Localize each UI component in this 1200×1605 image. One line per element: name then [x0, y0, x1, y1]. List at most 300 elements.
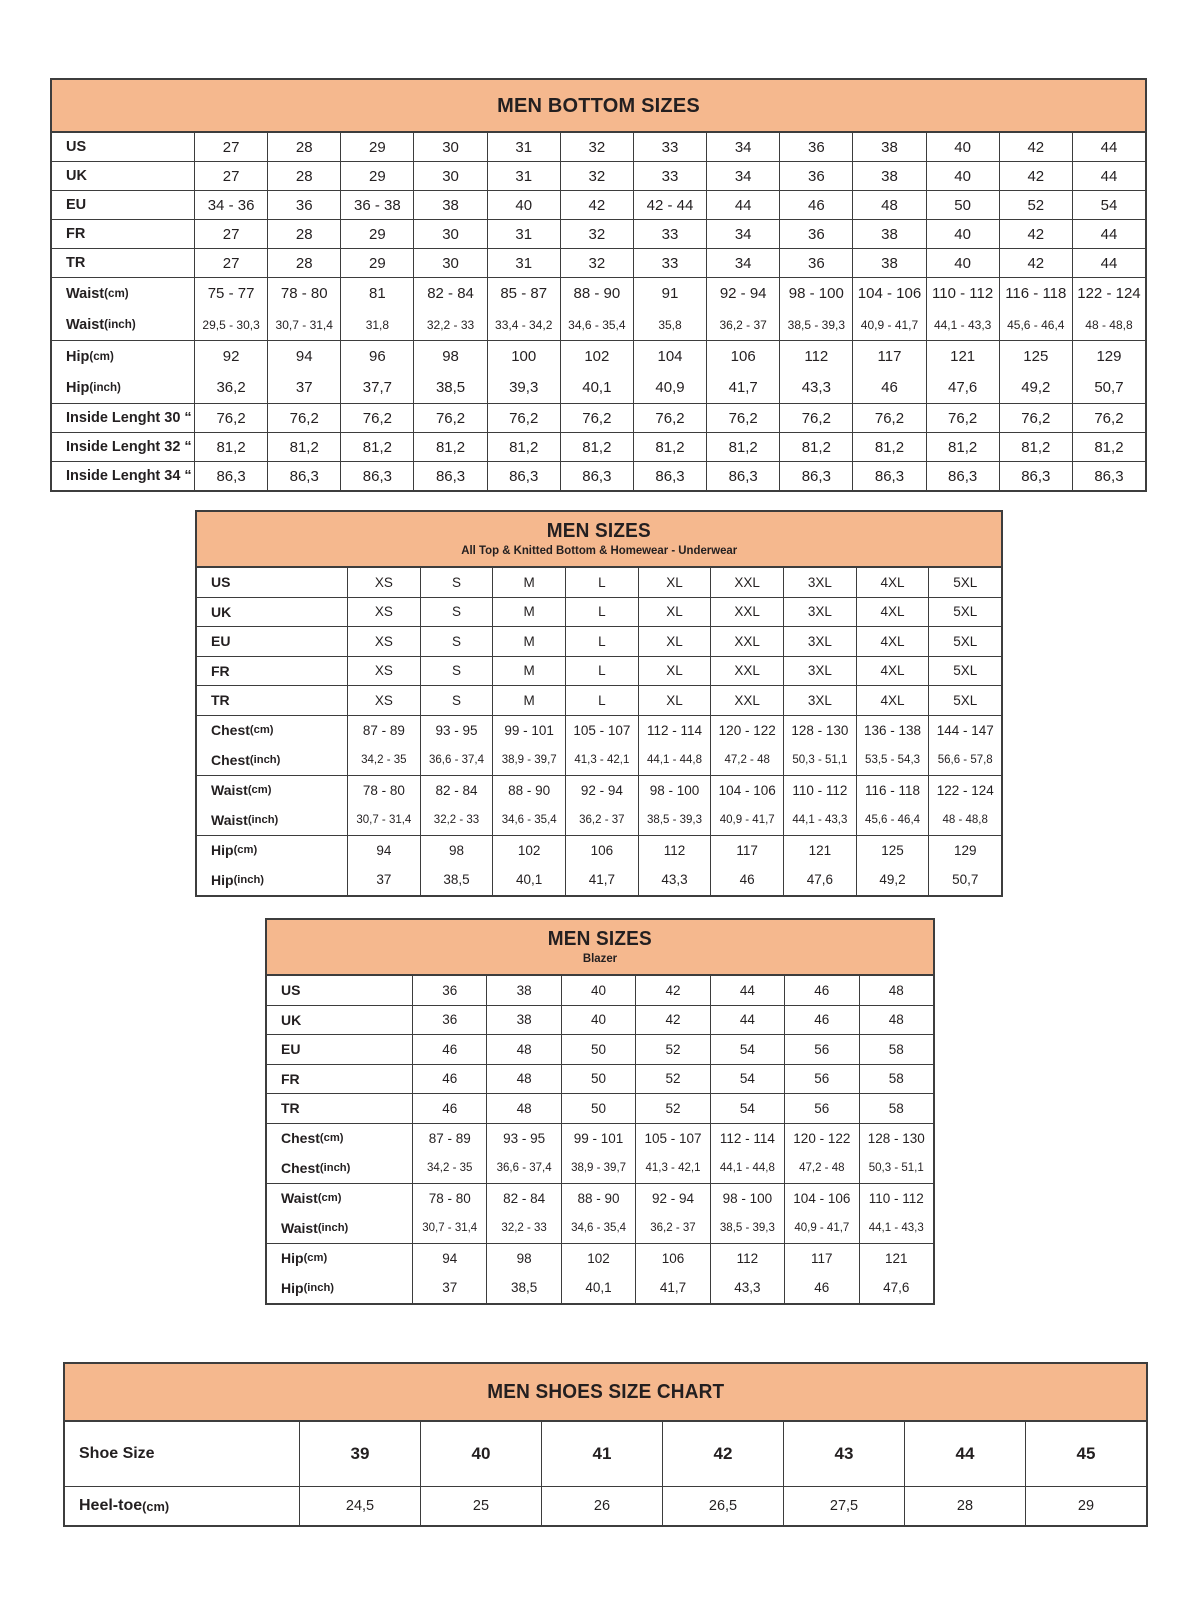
value-cell: 44,1 - 43,3 [783, 805, 856, 835]
value-cell: 38 [852, 133, 925, 161]
value-cell: 3XL [783, 657, 856, 686]
value-cell: 81,2 [633, 433, 706, 461]
row-label: EU [66, 197, 87, 213]
value-cell: 34 [706, 133, 779, 161]
value-cell: 41 [541, 1422, 662, 1486]
value-cell: 34,2 - 35 [412, 1153, 486, 1183]
value-cell: 86,3 [267, 462, 340, 490]
value-cell: 38,5 - 39,3 [779, 309, 852, 340]
value-cell: 76,2 [267, 404, 340, 432]
value-cell: 110 - 112 [783, 776, 856, 806]
value-cell: XS [347, 627, 420, 656]
value-cell: 50,3 - 51,1 [783, 745, 856, 775]
row-group [52, 248, 1145, 277]
value-cell: 76,2 [999, 404, 1072, 432]
value-cell: 76,2 [706, 404, 779, 432]
value-cell: 85 - 87 [487, 278, 560, 309]
value-cell: 36 [779, 133, 852, 161]
value-cell: S [420, 568, 493, 597]
value-cell: 105 - 107 [635, 1124, 709, 1154]
row-label: US [281, 982, 301, 999]
value-cell: 30 [413, 133, 486, 161]
value-cell: XXL [710, 598, 783, 627]
value-cell: 44,1 - 43,3 [859, 1213, 933, 1243]
value-cell: 3XL [783, 627, 856, 656]
value-cell: 136 - 138 [856, 716, 929, 746]
value-cell: 31,8 [340, 309, 413, 340]
value-cell: 81,2 [340, 433, 413, 461]
table-header [267, 920, 933, 976]
value-cell: 40 [487, 191, 560, 219]
value-cell: M [492, 598, 565, 627]
value-cell: 5XL [928, 568, 1001, 597]
value-cell: 121 [783, 836, 856, 866]
table-row [267, 1244, 933, 1274]
value-cell: 128 - 130 [859, 1124, 933, 1154]
row-label: Hip (inch) [211, 871, 265, 888]
value-cell: 76,2 [852, 404, 925, 432]
table-row [197, 686, 1001, 715]
value-cell: 52 [635, 1094, 709, 1123]
value-cell: 81,2 [999, 433, 1072, 461]
table-row [197, 865, 1001, 895]
value-cell: 81 [340, 278, 413, 309]
value-cell: 81,2 [560, 433, 633, 461]
table-row [197, 568, 1001, 597]
value-cell: 38,5 - 39,3 [710, 1213, 784, 1243]
value-cell: 92 - 94 [706, 278, 779, 309]
value-cell: 54 [710, 1094, 784, 1123]
value-cell: 47,6 [859, 1273, 933, 1303]
value-cell: 40 [926, 162, 999, 190]
value-cell: 120 - 122 [784, 1124, 858, 1154]
value-cell: 82 - 84 [420, 776, 493, 806]
value-cell: XL [638, 598, 711, 627]
value-cell: 43,3 [638, 865, 711, 895]
value-cell: 50,7 [928, 865, 1001, 895]
row-group [52, 277, 1145, 340]
value-cell: 92 - 94 [635, 1184, 709, 1214]
row-label: TR [66, 255, 86, 271]
table-row [197, 598, 1001, 627]
value-cell: 94 [267, 341, 340, 372]
row-group [52, 219, 1145, 248]
row-label: US [211, 574, 231, 591]
table-row [52, 404, 1145, 432]
value-cell: 104 - 106 [710, 776, 783, 806]
table-header [197, 512, 1001, 568]
value-cell: 40,1 [561, 1273, 635, 1303]
value-cell: 86,3 [999, 462, 1072, 490]
value-cell: 44 [1072, 249, 1145, 277]
value-cell: 34,6 - 35,4 [561, 1213, 635, 1243]
value-cell: 33 [633, 133, 706, 161]
value-cell: 94 [412, 1244, 486, 1274]
table-row [65, 1422, 1146, 1486]
men-sizes-blazer-table [265, 918, 935, 1305]
value-cell: 104 - 106 [784, 1184, 858, 1214]
value-cell: 33 [633, 249, 706, 277]
men-bottom-sizes-table [50, 78, 1147, 492]
value-cell: 76,2 [487, 404, 560, 432]
value-cell: 78 - 80 [347, 776, 420, 806]
row-group [197, 568, 1001, 597]
value-cell: 129 [1072, 341, 1145, 372]
value-cell: 47,6 [783, 865, 856, 895]
value-cell: 40,9 [633, 372, 706, 403]
value-cell: 102 [560, 341, 633, 372]
value-cell: 32,2 - 33 [413, 309, 486, 340]
value-cell: 76,2 [779, 404, 852, 432]
value-cell: 102 [561, 1244, 635, 1274]
value-cell: 33 [633, 162, 706, 190]
value-cell: 42 [999, 220, 1072, 248]
value-cell: 76,2 [194, 404, 267, 432]
value-cell: 86,3 [926, 462, 999, 490]
value-cell: 27 [194, 220, 267, 248]
row-label: Waist (inch) [66, 316, 136, 333]
table-title: MEN SIZES [546, 520, 652, 543]
value-cell: 41,7 [706, 372, 779, 403]
value-cell: L [565, 598, 638, 627]
value-cell: 100 [487, 341, 560, 372]
value-cell: S [420, 686, 493, 715]
value-cell: 91 [633, 278, 706, 309]
row-label: Heel-toe (cm) [79, 1497, 170, 1514]
value-cell: 88 - 90 [492, 776, 565, 806]
table-row [52, 278, 1145, 309]
value-cell: 38 [486, 976, 560, 1005]
value-cell: 41,7 [635, 1273, 709, 1303]
value-cell: 43,3 [779, 372, 852, 403]
value-cell: 36,6 - 37,4 [486, 1153, 560, 1183]
value-cell: 48 - 48,8 [928, 805, 1001, 835]
value-cell: 34,6 - 35,4 [492, 805, 565, 835]
row-label: TR [211, 692, 230, 709]
value-cell: 49,2 [999, 372, 1072, 403]
value-cell: 28 [904, 1487, 1025, 1525]
value-cell: 54 [1072, 191, 1145, 219]
value-cell: 26 [541, 1487, 662, 1525]
value-cell: 38 [413, 191, 486, 219]
value-cell: 28 [267, 249, 340, 277]
table-title: MEN BOTTOM SIZES [497, 94, 700, 117]
value-cell: 37,7 [340, 372, 413, 403]
row-group [267, 1005, 933, 1035]
table-header [52, 80, 1145, 133]
value-cell: 50,7 [1072, 372, 1145, 403]
value-cell: 112 [779, 341, 852, 372]
row-label: FR [66, 226, 86, 242]
value-cell: 48 [486, 1094, 560, 1123]
row-label: Waist (cm) [66, 285, 129, 302]
value-cell: 42 [560, 191, 633, 219]
value-cell: 98 - 100 [779, 278, 852, 309]
value-cell: 117 [784, 1244, 858, 1274]
value-cell: 81,2 [1072, 433, 1145, 461]
value-cell: XS [347, 657, 420, 686]
value-cell: 120 - 122 [710, 716, 783, 746]
table-row [267, 1273, 933, 1303]
value-cell: 46 [412, 1094, 486, 1123]
row-group [197, 656, 1001, 686]
value-cell: 36,6 - 37,4 [420, 745, 493, 775]
value-cell: 110 - 112 [926, 278, 999, 309]
value-cell: 45,6 - 46,4 [856, 805, 929, 835]
value-cell: 29 [340, 220, 413, 248]
value-cell: 4XL [856, 568, 929, 597]
value-cell: 94 [347, 836, 420, 866]
value-cell: 106 [635, 1244, 709, 1274]
row-group [52, 190, 1145, 219]
value-cell: 102 [492, 836, 565, 866]
row-group [52, 403, 1145, 432]
table-row [52, 191, 1145, 219]
value-cell: 47,2 - 48 [784, 1153, 858, 1183]
value-cell: 30 [413, 220, 486, 248]
value-cell: 26,5 [662, 1487, 783, 1525]
table-row [267, 1184, 933, 1214]
table-row [52, 220, 1145, 248]
value-cell: 3XL [783, 598, 856, 627]
value-cell: XS [347, 568, 420, 597]
value-cell: S [420, 598, 493, 627]
value-cell: 36,2 - 37 [565, 805, 638, 835]
table-body [197, 568, 1001, 895]
value-cell: 56 [784, 1094, 858, 1123]
value-cell: 29 [340, 249, 413, 277]
value-cell: 98 [486, 1244, 560, 1274]
row-label: Hip (inch) [281, 1279, 335, 1296]
row-group [52, 461, 1145, 490]
table-row [52, 162, 1145, 190]
value-cell: 44,1 - 44,8 [710, 1153, 784, 1183]
value-cell: 86,3 [194, 462, 267, 490]
value-cell: 82 - 84 [486, 1184, 560, 1214]
value-cell: 81,2 [487, 433, 560, 461]
value-cell: 81,2 [267, 433, 340, 461]
value-cell: 46 [784, 1006, 858, 1035]
table-title: MEN SHOES SIZE CHART [486, 1381, 725, 1403]
value-cell: 52 [635, 1065, 709, 1094]
value-cell: 112 - 114 [710, 1124, 784, 1154]
value-cell: 30 [413, 162, 486, 190]
value-cell: 40 [926, 133, 999, 161]
value-cell: 78 - 80 [267, 278, 340, 309]
value-cell: 50 [561, 1035, 635, 1064]
row-group [267, 1093, 933, 1123]
value-cell: 58 [859, 1094, 933, 1123]
value-cell: 38,9 - 39,7 [561, 1153, 635, 1183]
row-label: Hip (cm) [66, 348, 114, 365]
value-cell: 76,2 [1072, 404, 1145, 432]
row-group [267, 1064, 933, 1094]
value-cell: 110 - 112 [859, 1184, 933, 1214]
row-group [65, 1486, 1146, 1525]
value-cell: 47,6 [926, 372, 999, 403]
row-group [197, 775, 1001, 835]
row-label: Chest (inch) [211, 751, 281, 768]
value-cell: 42 [999, 133, 1072, 161]
value-cell: 4XL [856, 627, 929, 656]
table-row [267, 1213, 933, 1243]
row-group [267, 1183, 933, 1243]
value-cell: 39 [299, 1422, 420, 1486]
table-row [52, 309, 1145, 340]
row-label: Inside Lenght 32 “ [66, 439, 192, 455]
value-cell: 37 [267, 372, 340, 403]
value-cell: 40 [561, 1006, 635, 1035]
value-cell: 48 [859, 1006, 933, 1035]
value-cell: 28 [267, 133, 340, 161]
row-group [267, 1123, 933, 1183]
value-cell: 31 [487, 220, 560, 248]
value-cell: 56,6 - 57,8 [928, 745, 1001, 775]
value-cell: 87 - 89 [347, 716, 420, 746]
value-cell: 121 [859, 1244, 933, 1274]
value-cell: 40,1 [492, 865, 565, 895]
value-cell: 54 [710, 1065, 784, 1094]
value-cell: 27 [194, 133, 267, 161]
value-cell: 86,3 [340, 462, 413, 490]
row-label: Waist (inch) [281, 1219, 349, 1236]
value-cell: 52 [635, 1035, 709, 1064]
value-cell: S [420, 657, 493, 686]
table-subtitle: Blazer [582, 951, 618, 966]
table-row [52, 462, 1145, 490]
value-cell: 76,2 [560, 404, 633, 432]
value-cell: 29 [340, 162, 413, 190]
value-cell: 98 [420, 836, 493, 866]
row-label: Shoe Size [79, 1445, 155, 1462]
value-cell: 34 [706, 249, 779, 277]
value-cell: 32 [560, 249, 633, 277]
value-cell: 37 [412, 1273, 486, 1303]
value-cell: 36 [267, 191, 340, 219]
table-title: MEN SIZES [547, 928, 653, 951]
row-label: US [66, 139, 87, 155]
value-cell: XS [347, 598, 420, 627]
value-cell: 46 [784, 1273, 858, 1303]
value-cell: 92 [194, 341, 267, 372]
value-cell: 86,3 [852, 462, 925, 490]
value-cell: 122 - 124 [928, 776, 1001, 806]
value-cell: 81,2 [852, 433, 925, 461]
value-cell: 32 [560, 162, 633, 190]
value-cell: XL [638, 627, 711, 656]
table-header [65, 1364, 1146, 1422]
table-row [267, 1153, 933, 1183]
value-cell: 52 [999, 191, 1072, 219]
value-cell: 29,5 - 30,3 [194, 309, 267, 340]
value-cell: XXL [710, 568, 783, 597]
value-cell: 49,2 [856, 865, 929, 895]
value-cell: 38 [486, 1006, 560, 1035]
value-cell: XS [347, 686, 420, 715]
row-group [52, 340, 1145, 403]
value-cell: 42 - 44 [633, 191, 706, 219]
value-cell: 86,3 [560, 462, 633, 490]
value-cell: 37 [347, 865, 420, 895]
row-group [197, 685, 1001, 715]
value-cell: XL [638, 686, 711, 715]
value-cell: 40,9 - 41,7 [852, 309, 925, 340]
value-cell: 48 [486, 1065, 560, 1094]
row-label: FR [211, 662, 230, 679]
value-cell: 29 [1025, 1487, 1146, 1525]
value-cell: 3XL [783, 568, 856, 597]
value-cell: 32,2 - 33 [420, 805, 493, 835]
row-label: Inside Lenght 34 “ [66, 468, 192, 484]
value-cell: 48 [486, 1035, 560, 1064]
value-cell: 40 [420, 1422, 541, 1486]
value-cell: 30,7 - 31,4 [412, 1213, 486, 1243]
value-cell: 44 [710, 1006, 784, 1035]
value-cell: 99 - 101 [492, 716, 565, 746]
value-cell: 50 [561, 1094, 635, 1123]
table-row [197, 657, 1001, 686]
value-cell: 53,5 - 54,3 [856, 745, 929, 775]
value-cell: 56 [784, 1065, 858, 1094]
value-cell: 36 [779, 162, 852, 190]
table-body [267, 976, 933, 1303]
value-cell: 87 - 89 [412, 1124, 486, 1154]
table-row [65, 1487, 1146, 1525]
table-row [197, 716, 1001, 746]
row-label: UK [66, 168, 87, 184]
value-cell: 129 [928, 836, 1001, 866]
value-cell: M [492, 686, 565, 715]
value-cell: L [565, 568, 638, 597]
value-cell: 46 [779, 191, 852, 219]
value-cell: 88 - 90 [560, 278, 633, 309]
table-row [267, 976, 933, 1005]
row-label: FR [281, 1070, 300, 1087]
value-cell: 112 [710, 1244, 784, 1274]
value-cell: 38,5 [486, 1273, 560, 1303]
value-cell: 33 [633, 220, 706, 248]
value-cell: 36 [412, 976, 486, 1005]
row-label: Hip (cm) [211, 842, 258, 859]
value-cell: XL [638, 657, 711, 686]
value-cell: 38,5 [413, 372, 486, 403]
value-cell: 41,3 - 42,1 [565, 745, 638, 775]
value-cell: 44 [1072, 162, 1145, 190]
row-group [65, 1422, 1146, 1486]
value-cell: 44 [706, 191, 779, 219]
value-cell: 117 [852, 341, 925, 372]
row-label: TR [281, 1100, 300, 1117]
row-group [52, 432, 1145, 461]
value-cell: XL [638, 568, 711, 597]
value-cell: M [492, 657, 565, 686]
value-cell: 33,4 - 34,2 [487, 309, 560, 340]
value-cell: 98 - 100 [638, 776, 711, 806]
value-cell: 96 [340, 341, 413, 372]
value-cell: 46 [784, 976, 858, 1005]
value-cell: 56 [784, 1035, 858, 1064]
table-subtitle: All Top & Knitted Bottom & Homewear - Underwear [461, 543, 737, 558]
value-cell: 106 [706, 341, 779, 372]
value-cell: 31 [487, 162, 560, 190]
value-cell: 36 [779, 249, 852, 277]
value-cell: 38 [852, 220, 925, 248]
value-cell: 76,2 [340, 404, 413, 432]
value-cell: 27 [194, 249, 267, 277]
value-cell: 45,6 - 46,4 [999, 309, 1072, 340]
value-cell: 50 [926, 191, 999, 219]
value-cell: 30 [413, 249, 486, 277]
